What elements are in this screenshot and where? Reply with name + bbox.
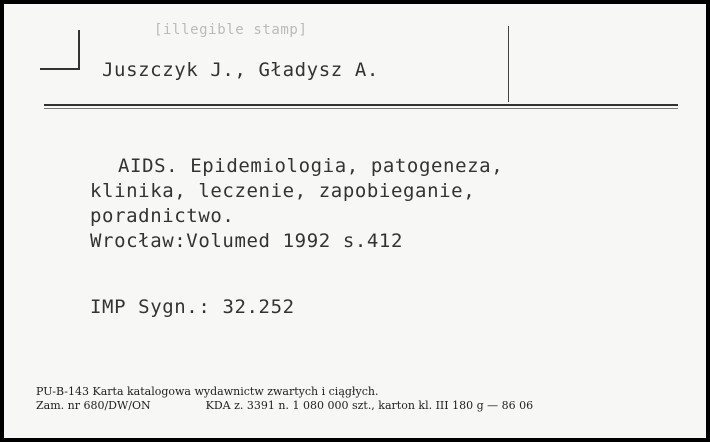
footer-order-number: Zam. nr 680/DW/ON: [36, 399, 151, 412]
bracket-vertical-mark: [78, 30, 80, 70]
author-line: Juszczyk J., Gładysz A.: [102, 59, 379, 81]
title-block: [90, 154, 503, 254]
bracket-horizontal-mark: [40, 68, 80, 70]
column-divider: [508, 26, 509, 102]
printer-footer: [36, 385, 533, 413]
footer-print-run: KDA z. 3391 n. 1 080 000 szt., karton kl. III 180 g — 86 06: [205, 399, 534, 412]
signature-line: [90, 296, 295, 318]
catalog-card: [4, 4, 706, 438]
imprint-line: Wrocław:Volumed 1992 s.412: [90, 230, 404, 252]
header-rule: [44, 104, 678, 106]
faded-stamp: [illegible stamp]: [154, 22, 308, 38]
signature-label: IMP Sygn.:: [90, 296, 211, 318]
footer-line-1: PU-B-143 Karta katalogowa wydawnictw zwartych i ciągłych.: [36, 385, 379, 398]
title-line-2: klinika, leczenie, zapobieganie,: [90, 180, 476, 202]
title-line-1: AIDS. Epidemiologia, patogeneza,: [118, 155, 504, 177]
signature-value: 32.252: [222, 296, 295, 318]
title-line-3: poradnictwo.: [90, 205, 235, 227]
footer-line-2: [36, 399, 533, 413]
header-rule-secondary: [44, 108, 678, 109]
